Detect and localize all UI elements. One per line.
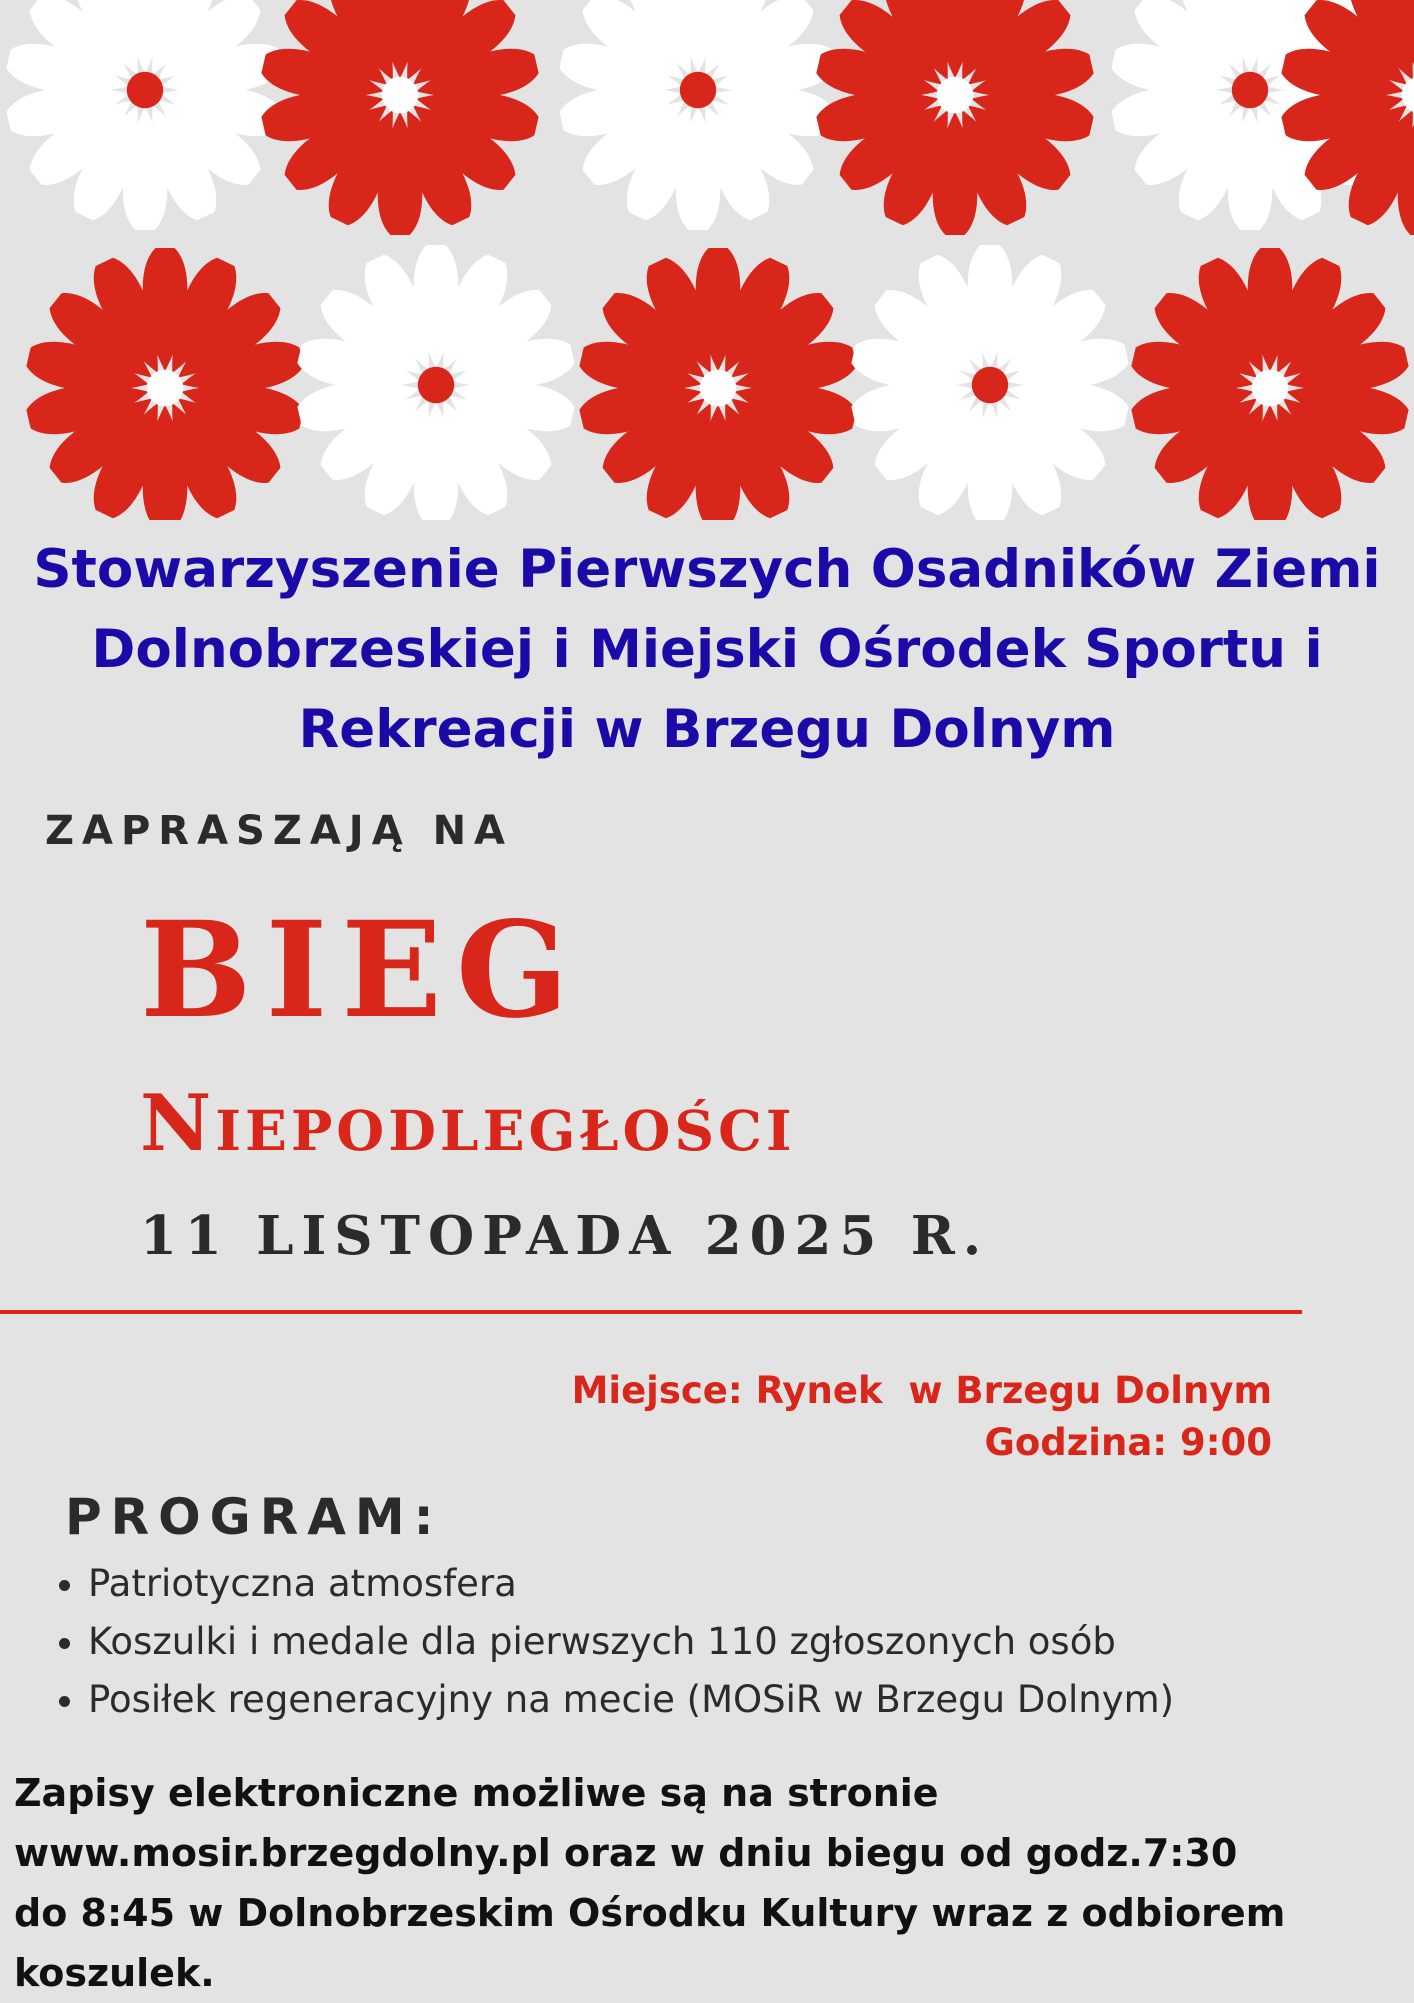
signup-line-1: Zapisy elektroniczne możliwe są na stronie [14,1771,939,1815]
signup-line-3: do 8:45 w Dolnobrzeskim Ośrodku Kultury wraz z odbiorem [14,1891,1286,1935]
invite-text: ZAPRASZAJĄ NA [45,808,514,854]
program-item: • Patriotyczna atmosfera [88,1555,1174,1613]
organizers-line-3: Rekreacji w Brzegu Dolnym [298,699,1116,760]
organizers-line-2: Dolnobrzeskiej i Miejski Ośrodek Sportu i [91,619,1323,680]
program-list [0,1555,1174,1729]
flower-pattern [0,0,1414,520]
event-place: Miejsce: Rynek w Brzegu Dolnym [571,1369,1272,1412]
program-item: • Koszulki i medale dla pierwszych 110 zgłoszonych osób [88,1613,1174,1671]
signup-line-2: www.mosir.brzegdolny.pl oraz w dniu biegu od godz.7:30 [14,1831,1238,1875]
program-heading: PROGRAM: [65,1488,443,1546]
organizers-line-1: Stowarzyszenie Pierwszych Osadników Ziemi [33,539,1381,600]
event-details [572,1365,1272,1469]
signup-line-4: koszulek. [14,1951,215,1995]
divider-line [0,1310,1302,1314]
signup-info [14,1763,1404,2003]
program-item: • Posiłek regeneracyjny na mecie (MOSiR w Brzegu Dolnym) [88,1671,1174,1729]
event-date: 11 LISTOPADA 2025 R. [140,1205,990,1267]
event-time: Godzina: 9:00 [984,1421,1272,1464]
event-title-line-2: Niepodległości [140,1078,796,1169]
event-title-line-1: BIEG [140,893,583,1048]
organizers-heading [30,530,1384,770]
